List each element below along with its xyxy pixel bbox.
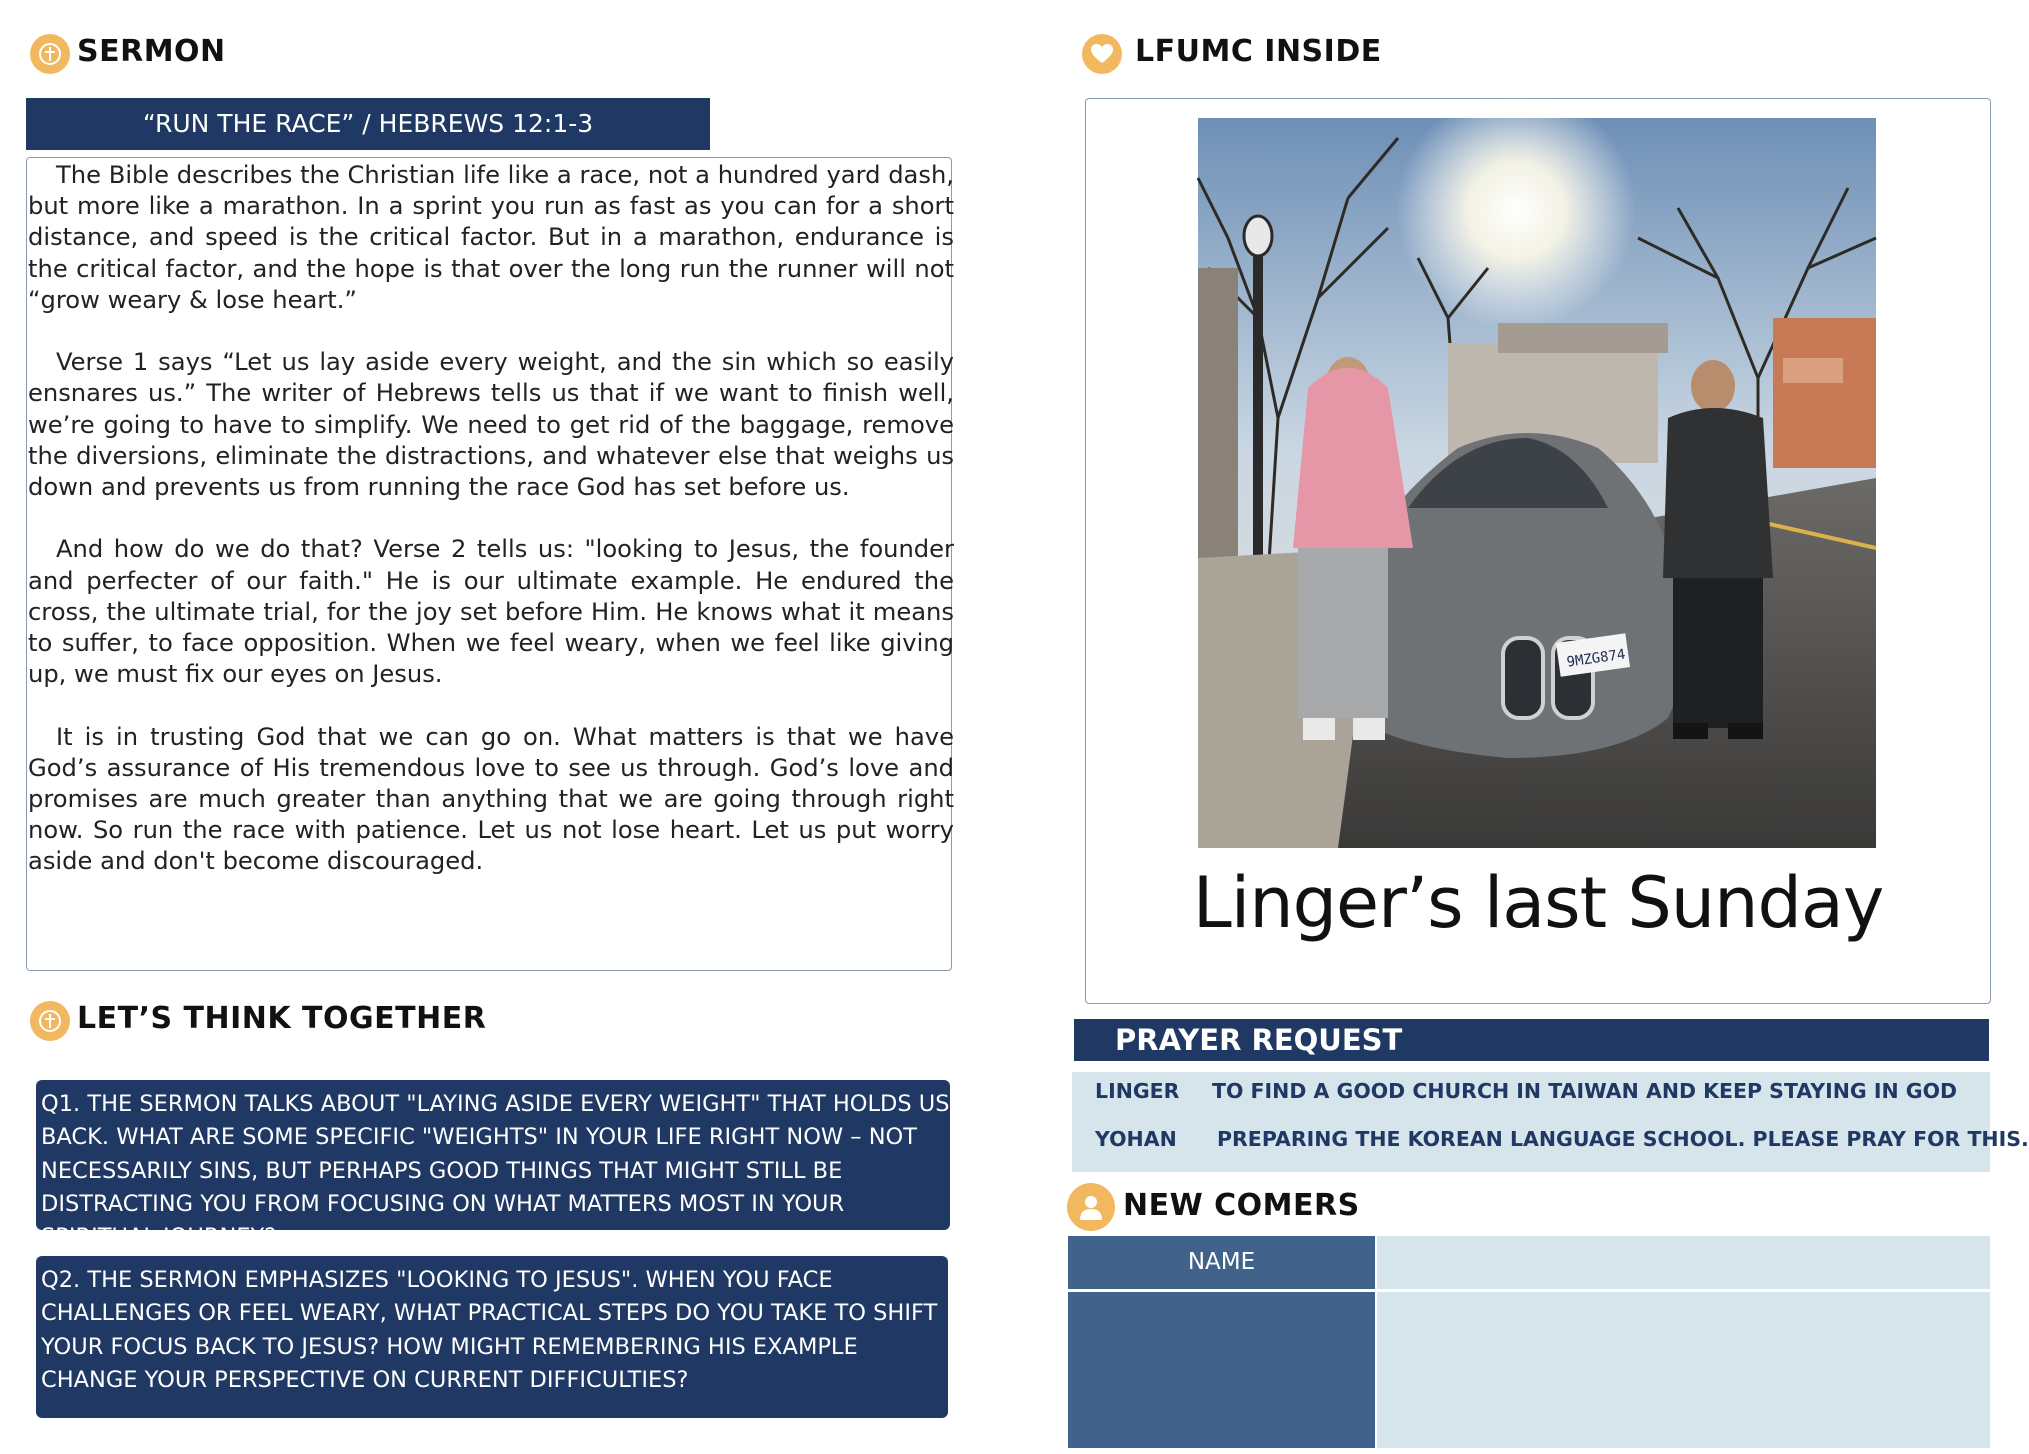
license-plate: 9MZG874 [1565,646,1627,671]
person-icon [1067,1183,1115,1231]
question-card-2 [36,1256,948,1418]
group-photo [1198,118,1876,848]
sermon-paragraph: Verse 1 says “Let us lay aside every weight, and the sin which so easily ensnares us.” The writer of Hebrews tells us that if we want to finish well, we’re going to have to simplify. We need to get rid of the baggage, remove the diversions, eliminate the distractions, and whatever else that weighs us down and prevents us from running the race God has set before us. [28,348,954,502]
prayer-header-bar [1074,1019,1989,1061]
question-text: Q1. THE SERMON TALKS ABOUT "LAYING ASIDE EVERY WEIGHT" THAT HOLDS US BACK. WHAT ARE SOME SPECIFIC "WEIGHTS" IN YOUR LIFE RIGHT NOW – NOT NECESSARILY SINS, BUT PERHAPS GOOD THINGS THAT MIGHT STILL BE DISTRACTING YOU FROM FOCUSING ON WHAT MATTERS MOST IN YOUR SPIRITUAL JOURNEY? [41,1091,950,1251]
name-value-cell [1377,1236,1990,1289]
sermon-body [28,160,954,909]
prayer-text: PREPARING THE KOREAN LANGUAGE SCHOOL. PLEASE PRAY FOR THIS. [1217,1127,2029,1151]
prayer-text: TO FIND A GOOD CHURCH IN TAIWAN AND KEEP STAYING IN GOD [1212,1079,1958,1103]
newcomers-heading: NEW COMERS [1123,1188,1360,1223]
sermon-subtitle-bar [26,98,710,150]
heart-icon [1082,34,1122,74]
sermon-subtitle: “RUN THE RACE” / HEBREWS 12:1-3 [142,109,594,138]
name-header-cell [1068,1236,1375,1289]
think-icon [30,1001,70,1041]
name-header-label: NAME [1187,1249,1256,1275]
sermon-paragraph: It is in trusting God that we can go on. What matters is that we have God’s assurance of His tremendous love to see us through. God’s love and promises are much greater than anything that we are going through right now. So run the race with patience. Let us not lose heart. Let us put worry aside and don't become discouraged. [28,722,954,876]
photo-caption: Linger’s last Sunday [1192,862,1884,944]
sermon-paragraph: And how do we do that? Verse 2 tells us: "looking to Jesus, the founder and perfecter of our faith." He is our ultimate example. He endured the cross, the ultimate trial, for the joy set before Him. He knows what it means to suffer, to face opposition. When we feel weary, when we feel like giving up, we must fix our eyes on Jesus. [28,535,954,689]
sermon-heading: SERMON [77,34,226,69]
newcomer-label-cell [1068,1292,1375,1448]
prayer-name: LINGER [1095,1079,1180,1103]
sermon-paragraph: The Bible describes the Christian life like a race, not a hundred yard dash, but more like a marathon. In a sprint you run as fast as you can for a short distance, and speed is the critical factor. But in a marathon, endurance is the critical factor, and the hope is that over the long run the runner will not “grow weary & lose heart.” [28,161,954,314]
question-card-1 [36,1080,950,1251]
think-heading: LET’S THINK TOGETHER [77,1001,487,1036]
inside-heading: LFUMC INSIDE [1135,34,1382,69]
prayer-heading: PRAYER REQUEST [1115,1023,1403,1057]
question-text: Q2. THE SERMON EMPHASIZES "LOOKING TO JESUS". WHEN YOU FACE CHALLENGES OR FEEL WEARY, WHAT PRACTICAL STEPS DO YOU TAKE TO SHIFT YOUR FOCUS BACK TO JESUS? HOW MIGHT REMEMBERING HIS EXAMPLE CHANGE YOUR PERSPECTIVE ON CURRENT DIFFICULTIES? [41,1267,938,1393]
prayer-name: YOHAN [1095,1127,1177,1151]
newcomer-value-cell [1377,1292,1990,1448]
sermon-icon [30,34,70,74]
